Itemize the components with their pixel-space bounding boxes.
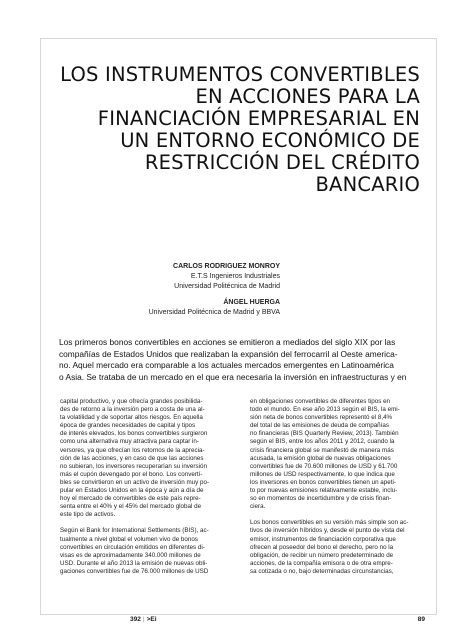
body-line: pular en Estados Unidos en la época y aún a día de [60,487,204,495]
body-line: ción de las acciones, y en caso de que las acciones [60,454,204,462]
body-line: Los bonos convertibles en su versión más simple son ac- [250,519,409,527]
body-line: acusada, la emisión global de nuevas obligaciones [250,454,391,462]
body-line: sión neta de bonos convertibles representó el 8,4% [250,414,393,422]
author-name: CARLOS RODRIGUEZ MONROY [173,263,280,270]
body-line: visas es de aproximadamente 340.000 millones de [60,551,201,559]
body-line: los inversores en bonos convertibles tienen un apeti- [250,478,396,486]
body-line: todo el mundo. En ese año 2013 según el BIS, la emi- [250,406,400,414]
body-line: ta volatilidad y de soportar altos riesgos. En aquella [60,414,203,422]
abstract-line: Los primeros bonos convertibles en acciones se emitieron a mediados del siglo XIX por las [59,337,396,347]
footer-separator: | [142,616,145,623]
title-line: UN ENTORNO ECONÓMICO DE [120,129,420,152]
body-line: USD. Durante el año 2013 la emisión de nuevas obli- [60,559,208,567]
body-line: so en momentos de incertidumbre y de crisis finan- [250,495,392,503]
title-line: RESTRICCIÓN DEL CRÉDITO [144,151,420,174]
author-block [60,262,280,318]
body-line: convertibles fue de 70.600 millones de USD y 61.700 [250,462,398,470]
author-affiliation: Universidad Politécnica de Madrid y BBVA [148,309,280,316]
abstract-line: o Asia. Se trataba de un mercado en el que era necesaria la inversión en infraestructuras y en [59,371,407,382]
body-line: crisis financiera global se manifestó de manera más [250,446,394,454]
body-column-right [250,398,416,576]
body-line: no subieran, los inversores recuperarían su inversión [60,462,207,470]
body-line: hoy el mercado de convertibles de este país repre- [60,495,201,503]
author-affiliation: E.T.S Ingenieros Industriales [190,273,280,280]
body-line: convertibles en circulación emitidos en diferentes di- [60,543,205,551]
journal-name: >Ei [146,616,157,623]
author-name: ÁNGEL HUERGA [223,299,280,306]
body-line: acciones, de la compañía emisora o de otra empre- [250,559,393,567]
abstract [59,337,421,383]
title-line: FINANCIACIÓN EMPRESARIAL EN [97,107,420,130]
body-line: millones de USD respectivamente, lo que indica que [250,470,395,478]
body-line: tivos de inversión híbridos y, desde el punto de vista del [250,527,405,535]
body-line: del total de las emisiones de deuda de compañías [250,422,389,430]
page-number-right: 89 [417,616,425,623]
body-line: capital productivo, y que ofrecía grandes posibilida- [60,398,203,405]
title-line: EN ACCIONES PARA LA [195,85,420,108]
body-line: des de retorno a la inversión pero a costa de una al- [60,406,205,414]
body-line: más el cupón devengado por el bono. Los convertí- [60,470,203,478]
body-line: senta entre el 40% y el 45% del mercado global de [60,503,202,511]
body-line: sa cotizada o no, bajo determinadas circunstancias, [250,567,394,575]
body-line: emisor, instrumentos de financiación corporativa que [250,535,396,543]
footer-left [130,614,157,626]
body-line: como una alternativa muy atractiva para captar in- [60,438,199,446]
body-line: Según el Bank for International Settlements (BIS), ac- [60,527,209,535]
body-line: obligación, de recibir un número predeterminado de [250,551,394,559]
page-number-left: 392 [130,616,141,623]
body-line: bles se convirtieron en un activo de inversión muy po- [60,478,210,486]
author-affiliation: Universidad Politécnica de Madrid [174,283,280,290]
title-line: BANCARIO [315,173,420,196]
body-line: gaciones convertibles fue de 76.000 millones de USD [60,567,209,575]
body-line: versores, ya que ofrecían los retornos de la aprecia- [60,446,205,454]
body-line: época de grandes necesidades de capital y tipos [60,422,196,430]
abstract-line: compañías de Estados Unidos que realizaban la expansión del ferrocarril al Oeste america- [59,348,398,359]
abstract-line: no. Aquel mercado era comparable a los actuales mercados emergentes en Latinoamérica [59,360,394,370]
body-line: to por nuevas emisiones relativamente estable, inclu- [250,487,398,495]
page-footer [40,614,435,626]
body-line: este tipo de activos. [60,511,116,519]
body-line: en obligaciones convertibles de diferentes tipos en [250,398,391,405]
body-line: de interés elevados, los bonos convertibles surgieron [60,430,208,438]
body-column-left [60,398,226,576]
body-line: ofrecen al poseedor del bono el derecho, pero no la [250,543,394,551]
body-line: tualmente a nivel global el volumen vivo de bonos [60,535,198,543]
body-line: no financieras (BIS Quarterly Review, 2013). También [250,430,399,438]
title-line: LOS INSTRUMENTOS CONVERTIBLES [60,63,420,86]
article-title [40,64,420,196]
body-line: ciera. [250,503,266,511]
body-line: según el BIS, entre los años 2011 y 2012, cuando la [250,438,395,446]
